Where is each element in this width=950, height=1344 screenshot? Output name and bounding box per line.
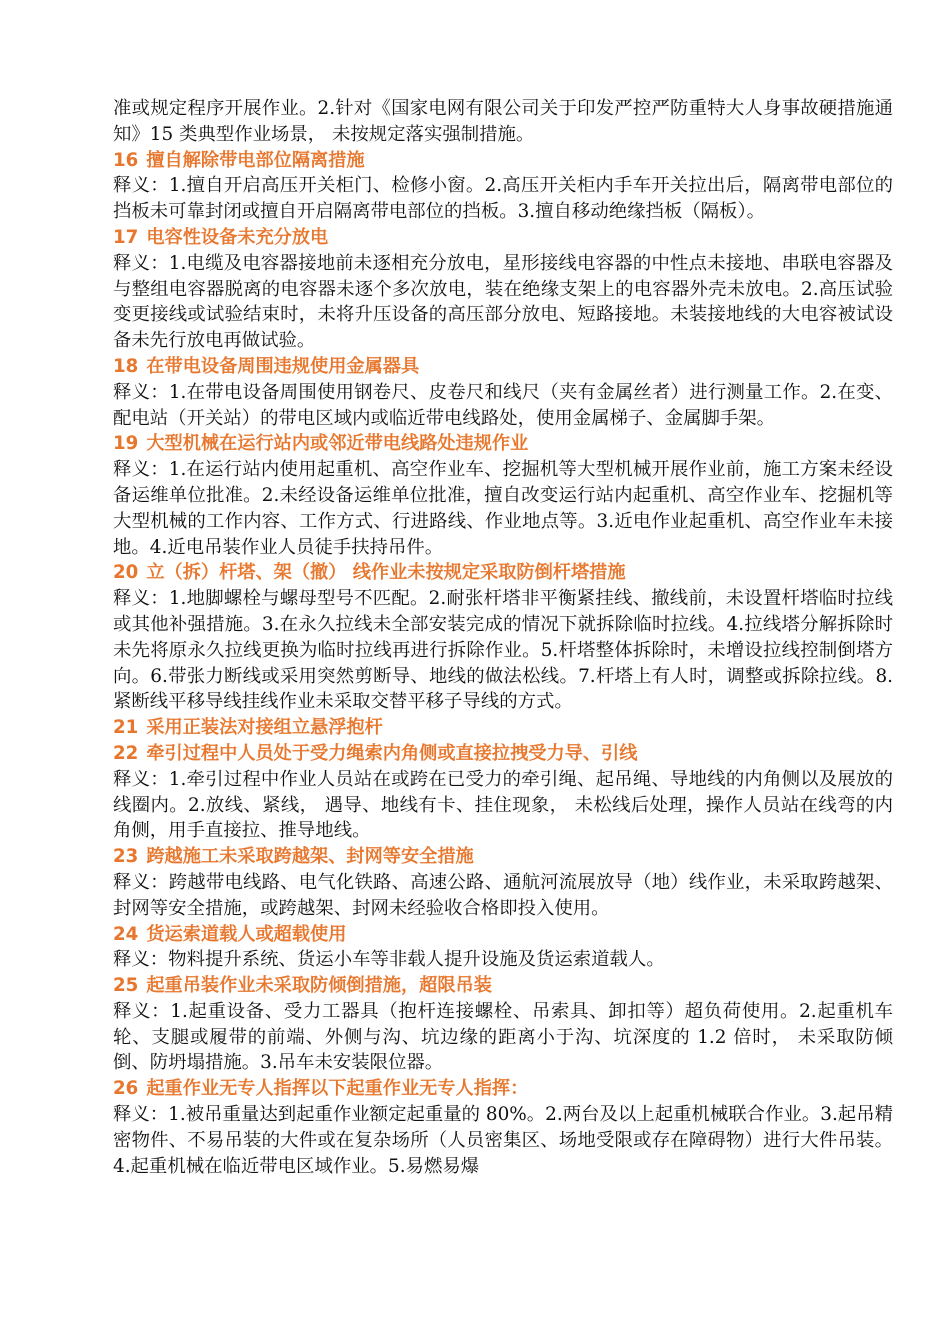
item-16 [113, 148, 893, 225]
item-heading [113, 354, 893, 380]
item-title: 跨越施工未采取跨越架、封网等安全措施 [146, 846, 474, 868]
item-number: 25 [113, 975, 139, 997]
item-number: 23 [113, 846, 139, 868]
item-17 [113, 225, 893, 354]
item-body: 释义：物料提升系统、货运小车等非载人提升设施及货运索道载人。 [113, 949, 665, 971]
item-title: 起重吊装作业未采取防倾倒措施，超限吊装 [146, 975, 492, 997]
item-title: 立（拆）杆塔、架（撤） 线作业未按规定采取防倒杆塔措施 [146, 562, 626, 584]
item-heading [113, 1076, 893, 1102]
item-number: 24 [113, 923, 139, 945]
item-body: 释义：1.牵引过程中作业人员站在或跨在已受力的牵引绳、起吊绳、导地线的内角侧以及展放的线圈内。2.放线、紧线， 遇导、地线有卡、挂住现象， 未松线后处理，操作人员站在线弯的内角侧，用手直接拉、推导地线。 [113, 768, 893, 842]
item-title: 电容性设备未充分放电 [146, 226, 329, 248]
item-22 [113, 741, 893, 844]
item-heading [113, 148, 893, 174]
item-heading [113, 844, 893, 870]
item-heading [113, 225, 893, 251]
item-number: 26 [113, 1078, 139, 1100]
item-heading [113, 715, 893, 741]
item-body: 释义：1.电缆及电容器接地前未逐相充分放电，星形接线电容器的中性点未接地、串联电容器及与整组电容器脱离的电容器未逐个多次放电，装在绝缘支架上的电容器外壳未放电。2.高压试验变更接线或试验结束时，未将升压设备的高压部分放电、短路接地。未装接地线的大电容被试设备未先行放电再做试验。 [113, 252, 893, 352]
item-25 [113, 973, 893, 1076]
item-19 [113, 431, 893, 560]
item-title: 牵引过程中人员处于受力绳索内角侧或直接拉拽受力导、引线 [146, 742, 638, 764]
item-heading [113, 560, 893, 586]
item-title: 在带电设备周围违规使用金属器具 [146, 355, 420, 377]
item-body: 释义：跨越带电线路、电气化铁路、高速公路、通航河流展放导（地）线作业，未采取跨越架、封网等安全措施，或跨越架、封网未经验收合格即投入使用。 [113, 871, 893, 919]
item-number: 17 [113, 226, 139, 248]
item-number: 16 [113, 149, 139, 171]
item-24 [113, 922, 893, 974]
item-body: 释义：1.地脚螺栓与螺母型号不匹配。2.耐张杆塔非平衡紧挂线、撤线前，未设置杆塔临时拉线或其他补强措施。3.在永久拉线未全部安装完成的情况下就拆除临时拉线。4.拉线塔分解拆除时未先将原永久拉线更换为临时拉线再进行拆除作业。5.杆塔整体拆除时，未增设拉线控制倒塔方向。6.带张力断线或采用突然剪断导、地线的做法松线。7.杆塔上有人时，调整或拆除拉线。8.紧断线平移导线挂线作业未采取交替平移子导线的方式。 [113, 588, 893, 713]
item-number: 18 [113, 355, 139, 377]
intro-paragraph: 准或规定程序开展作业。2.针对《国家电网有限公司关于印发严控严防重特大人身事故硬措施通知》15 类典型作业场景， 未按规定落实强制措施。 [113, 98, 893, 145]
item-title: 起重作业无专人指挥以下起重作业无专人指挥： [146, 1078, 529, 1100]
item-body: 释义：1.起重设备、受力工器具（抱杆连接螺栓、吊索具、卸扣等）超负荷使用。2.起重机车轮、支腿或履带的前端、外侧与沟、坑边缘的距离小于沟、坑深度的 1.2 倍时， 未采取防倾倒、防坍塌措施。3.吊车未安装限位器。 [113, 1000, 893, 1074]
item-number: 22 [113, 742, 139, 764]
item-number: 20 [113, 562, 139, 584]
item-title: 货运索道载人或超载使用 [146, 923, 347, 945]
item-title: 采用正装法对接组立悬浮抱杆 [146, 717, 383, 739]
item-body: 释义：1.擅自开启高压开关柜门、检修小窗。2.高压开关柜内手车开关拉出后，隔离带电部位的挡板未可靠封闭或擅自开启隔离带电部位的挡板。3.擅自移动绝缘挡板（隔板）。 [113, 175, 893, 223]
item-heading [113, 431, 893, 457]
document-page [113, 96, 893, 1179]
item-body: 释义：1.在运行站内使用起重机、高空作业车、挖掘机等大型机械开展作业前，施工方案未经设备运维单位批准。2.未经设备运维单位批准，擅自改变运行站内起重机、高空作业车、挖掘机等大型机械的工作内容、工作方式、行进路线、作业地点等。3.近电作业起重机、高空作业车未接地。4.近电吊装作业人员徒手扶持吊件。 [113, 459, 893, 558]
item-number: 19 [113, 433, 139, 455]
item-heading [113, 973, 893, 999]
item-20 [113, 560, 893, 715]
item-title: 大型机械在运行站内或邻近带电线路处违规作业 [146, 433, 529, 455]
item-26 [113, 1076, 893, 1179]
item-title: 擅自解除带电部位隔离措施 [146, 149, 365, 171]
item-number: 21 [113, 717, 139, 739]
item-21 [113, 715, 893, 741]
item-18 [113, 354, 893, 431]
item-body: 释义：1.被吊重量达到起重作业额定起重量的 80%。2.两台及以上起重机械联合作业。3.起吊精密物件、不易吊装的大件或在复杂场所（人员密集区、场地受限或存在障碍物）进行大件吊装。4.起重机械在临近带电区域作业。5.易燃易爆 [113, 1104, 893, 1177]
item-23 [113, 844, 893, 921]
item-heading [113, 741, 893, 767]
item-heading [113, 922, 893, 948]
item-body: 释义：1.在带电设备周围使用钢卷尺、皮卷尺和线尺（夹有金属丝者）进行测量工作。2.在变、配电站（开关站）的带电区域内或临近带电线路处，使用金属梯子、金属脚手架。 [113, 381, 893, 429]
